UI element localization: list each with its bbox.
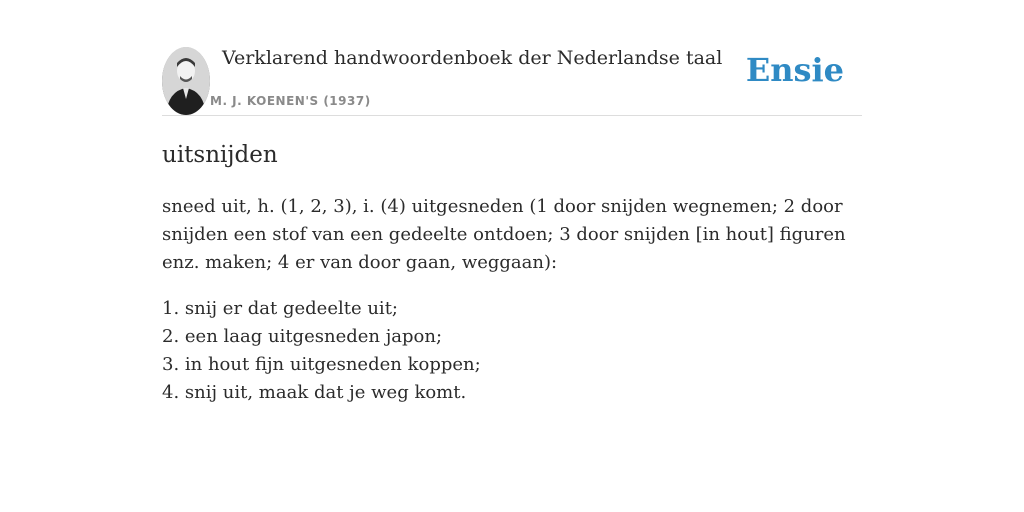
page-container <box>162 0 862 403</box>
example-item: 1. snij er dat gedeelte uit; <box>162 298 398 319</box>
page-header <box>162 0 862 116</box>
example-item: 4. snij uit, maak dat je weg komt. <box>162 382 467 403</box>
dictionary-title: Verklarend handwoordenboek der Nederlandse taal <box>222 47 723 69</box>
example-item: 2. een laag uitgesneden japon; <box>162 326 443 347</box>
dictionary-subtitle: M. J. KOENEN'S (1937) <box>210 94 371 108</box>
example-item: 3. in hout fijn uitgesneden koppen; <box>162 354 481 375</box>
entry-headword: uitsnijden <box>162 142 278 168</box>
ensie-logo-link[interactable]: Ensie <box>745 51 844 89</box>
entry-examples <box>162 295 481 407</box>
author-portrait <box>162 47 210 115</box>
entry-definition: sneed uit, h. (1, 2, 3), i. (4) uitgesneden (1 door snijden wegnemen; 2 door snijden een stof van een gedeelte ontdoen; 3 door snijden [in hout] figuren enz. maken; 4 er van door gaan, weggaan): <box>162 196 846 273</box>
